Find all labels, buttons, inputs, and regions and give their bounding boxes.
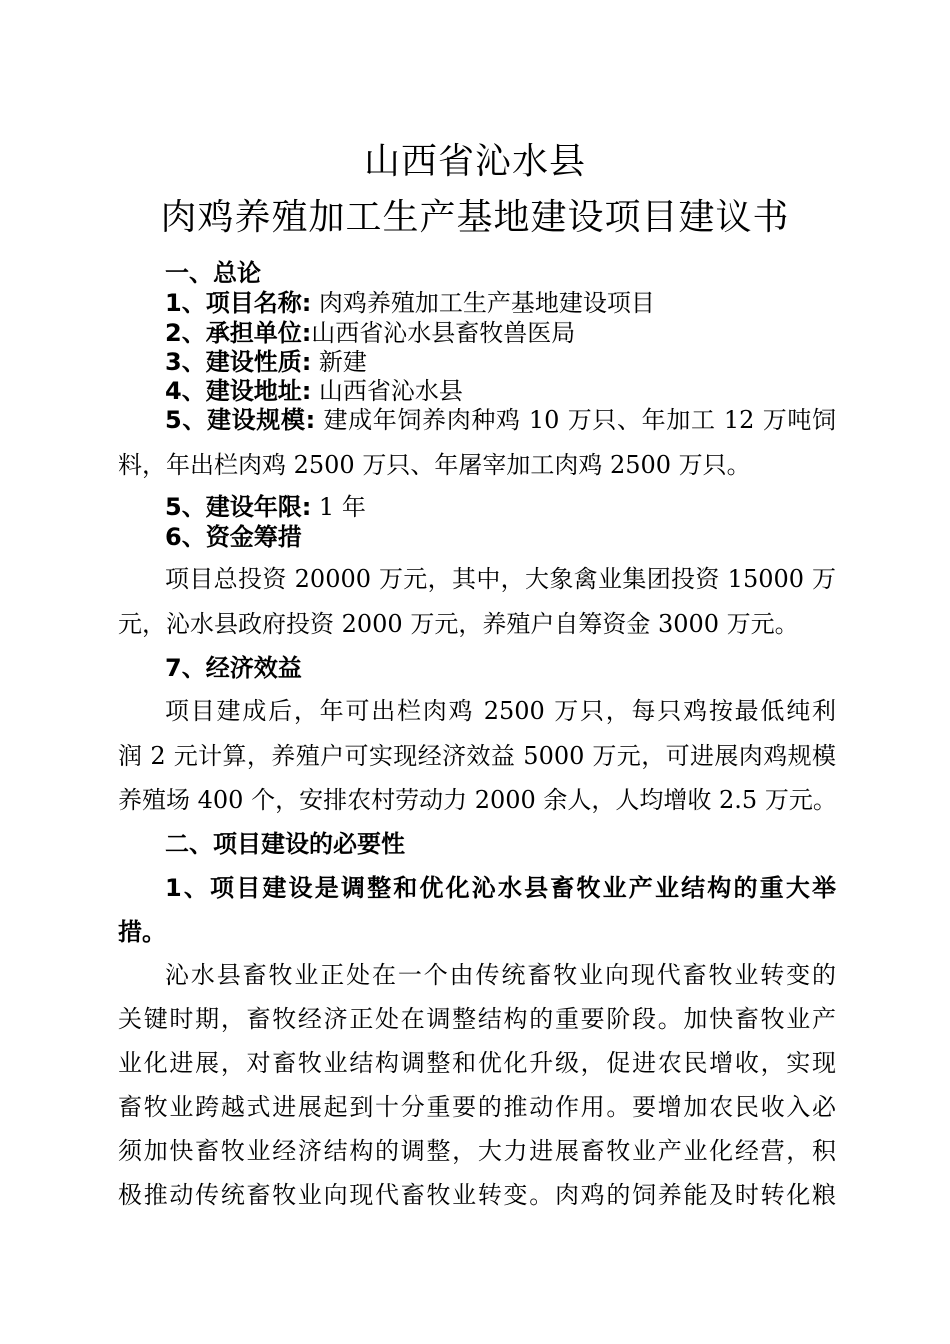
title-line-2: 肉鸡养殖加工生产基地建设项目建议书 <box>160 197 790 238</box>
item-construction-nature <box>165 347 836 377</box>
paragraph-line-4: 畜牧业跨越式进展起到十分重要的推动作用。要增加农民收入必 <box>118 1093 836 1121</box>
funding-text-2: 元，沁水县政府投资 2000 万元，养殖户自筹资金 3000 万元。 <box>118 610 799 638</box>
item-benefit-heading: 7、经济效益 <box>165 654 302 682</box>
paragraph-line-5: 须加快畜牧业经济结构的调整，大力进展畜牧业产业化经营，积 <box>118 1137 836 1165</box>
paragraph-line-6: 极推动传统畜牧业向现代畜牧业转变。肉鸡的饲养能及时转化粮 <box>118 1181 836 1209</box>
item-label: 2、承担单位: <box>165 319 312 347</box>
item-value: 山西省沁水县 <box>311 377 463 405</box>
title-line-1: 山西省沁水县 <box>363 141 586 182</box>
benefit-text-1: 项目建成后，年可出栏肉鸡 2500 万只，每只鸡按最低纯利 <box>165 697 836 725</box>
item-construction-scale <box>165 405 836 435</box>
paragraph-line-3: 业化进展，对畜牧业结构调整和优化升级，促进农民增收，实现 <box>118 1049 836 1077</box>
item-label: 3、建设性质: <box>165 348 312 376</box>
subsection-1-heading-2: 措。 <box>118 918 166 946</box>
paragraph-line-2: 关键时期，畜牧经济正处在调整结构的重要阶段。加快畜牧业产 <box>118 1005 836 1033</box>
item-label: 4、建设地址: <box>165 377 312 405</box>
item-value: 新建 <box>311 348 367 376</box>
subsection-1-heading-1: 1、项目建设是调整和优化沁水县畜牧业产业结构的重大举 <box>165 874 836 902</box>
item-construction-scale-cont: 料，年出栏肉鸡 2500 万只、年屠宰加工肉鸡 2500 万只。 <box>118 451 751 479</box>
item-label: 5、建设规模: <box>165 406 316 434</box>
benefit-text-2: 润 2 元计算，养殖户可实现经济效益 5000 万元，可进展肉鸡规模 <box>118 742 836 770</box>
section-1-heading: 一、总论 <box>165 259 261 287</box>
item-construction-address <box>165 376 836 406</box>
item-project-name <box>165 288 836 318</box>
item-value: 1 年 <box>311 493 366 521</box>
item-label: 5、建设年限: <box>165 493 312 521</box>
item-value: 肉鸡养殖加工生产基地建设项目 <box>311 289 655 317</box>
item-funding-heading: 6、资金筹措 <box>165 523 302 551</box>
paragraph-line-1: 沁水县畜牧业正处在一个由传统畜牧业向现代畜牧业转变的 <box>165 961 836 989</box>
section-2-heading: 二、项目建设的必要性 <box>165 830 405 858</box>
benefit-text-3: 养殖场 400 个，安排农村劳动力 2000 余人，人均增收 2.5 万元。 <box>118 786 837 814</box>
item-value: 山西省沁水县畜牧兽医局 <box>311 319 576 347</box>
item-label: 1、项目名称: <box>165 289 312 317</box>
item-undertaking-unit <box>165 318 836 348</box>
item-construction-period <box>165 492 836 522</box>
funding-text-1: 项目总投资 20000 万元，其中，大象禽业集团投资 15000 万 <box>165 565 836 593</box>
item-value: 建成年饲养肉种鸡 10 万只、年加工 12 万吨饲 <box>315 406 836 434</box>
